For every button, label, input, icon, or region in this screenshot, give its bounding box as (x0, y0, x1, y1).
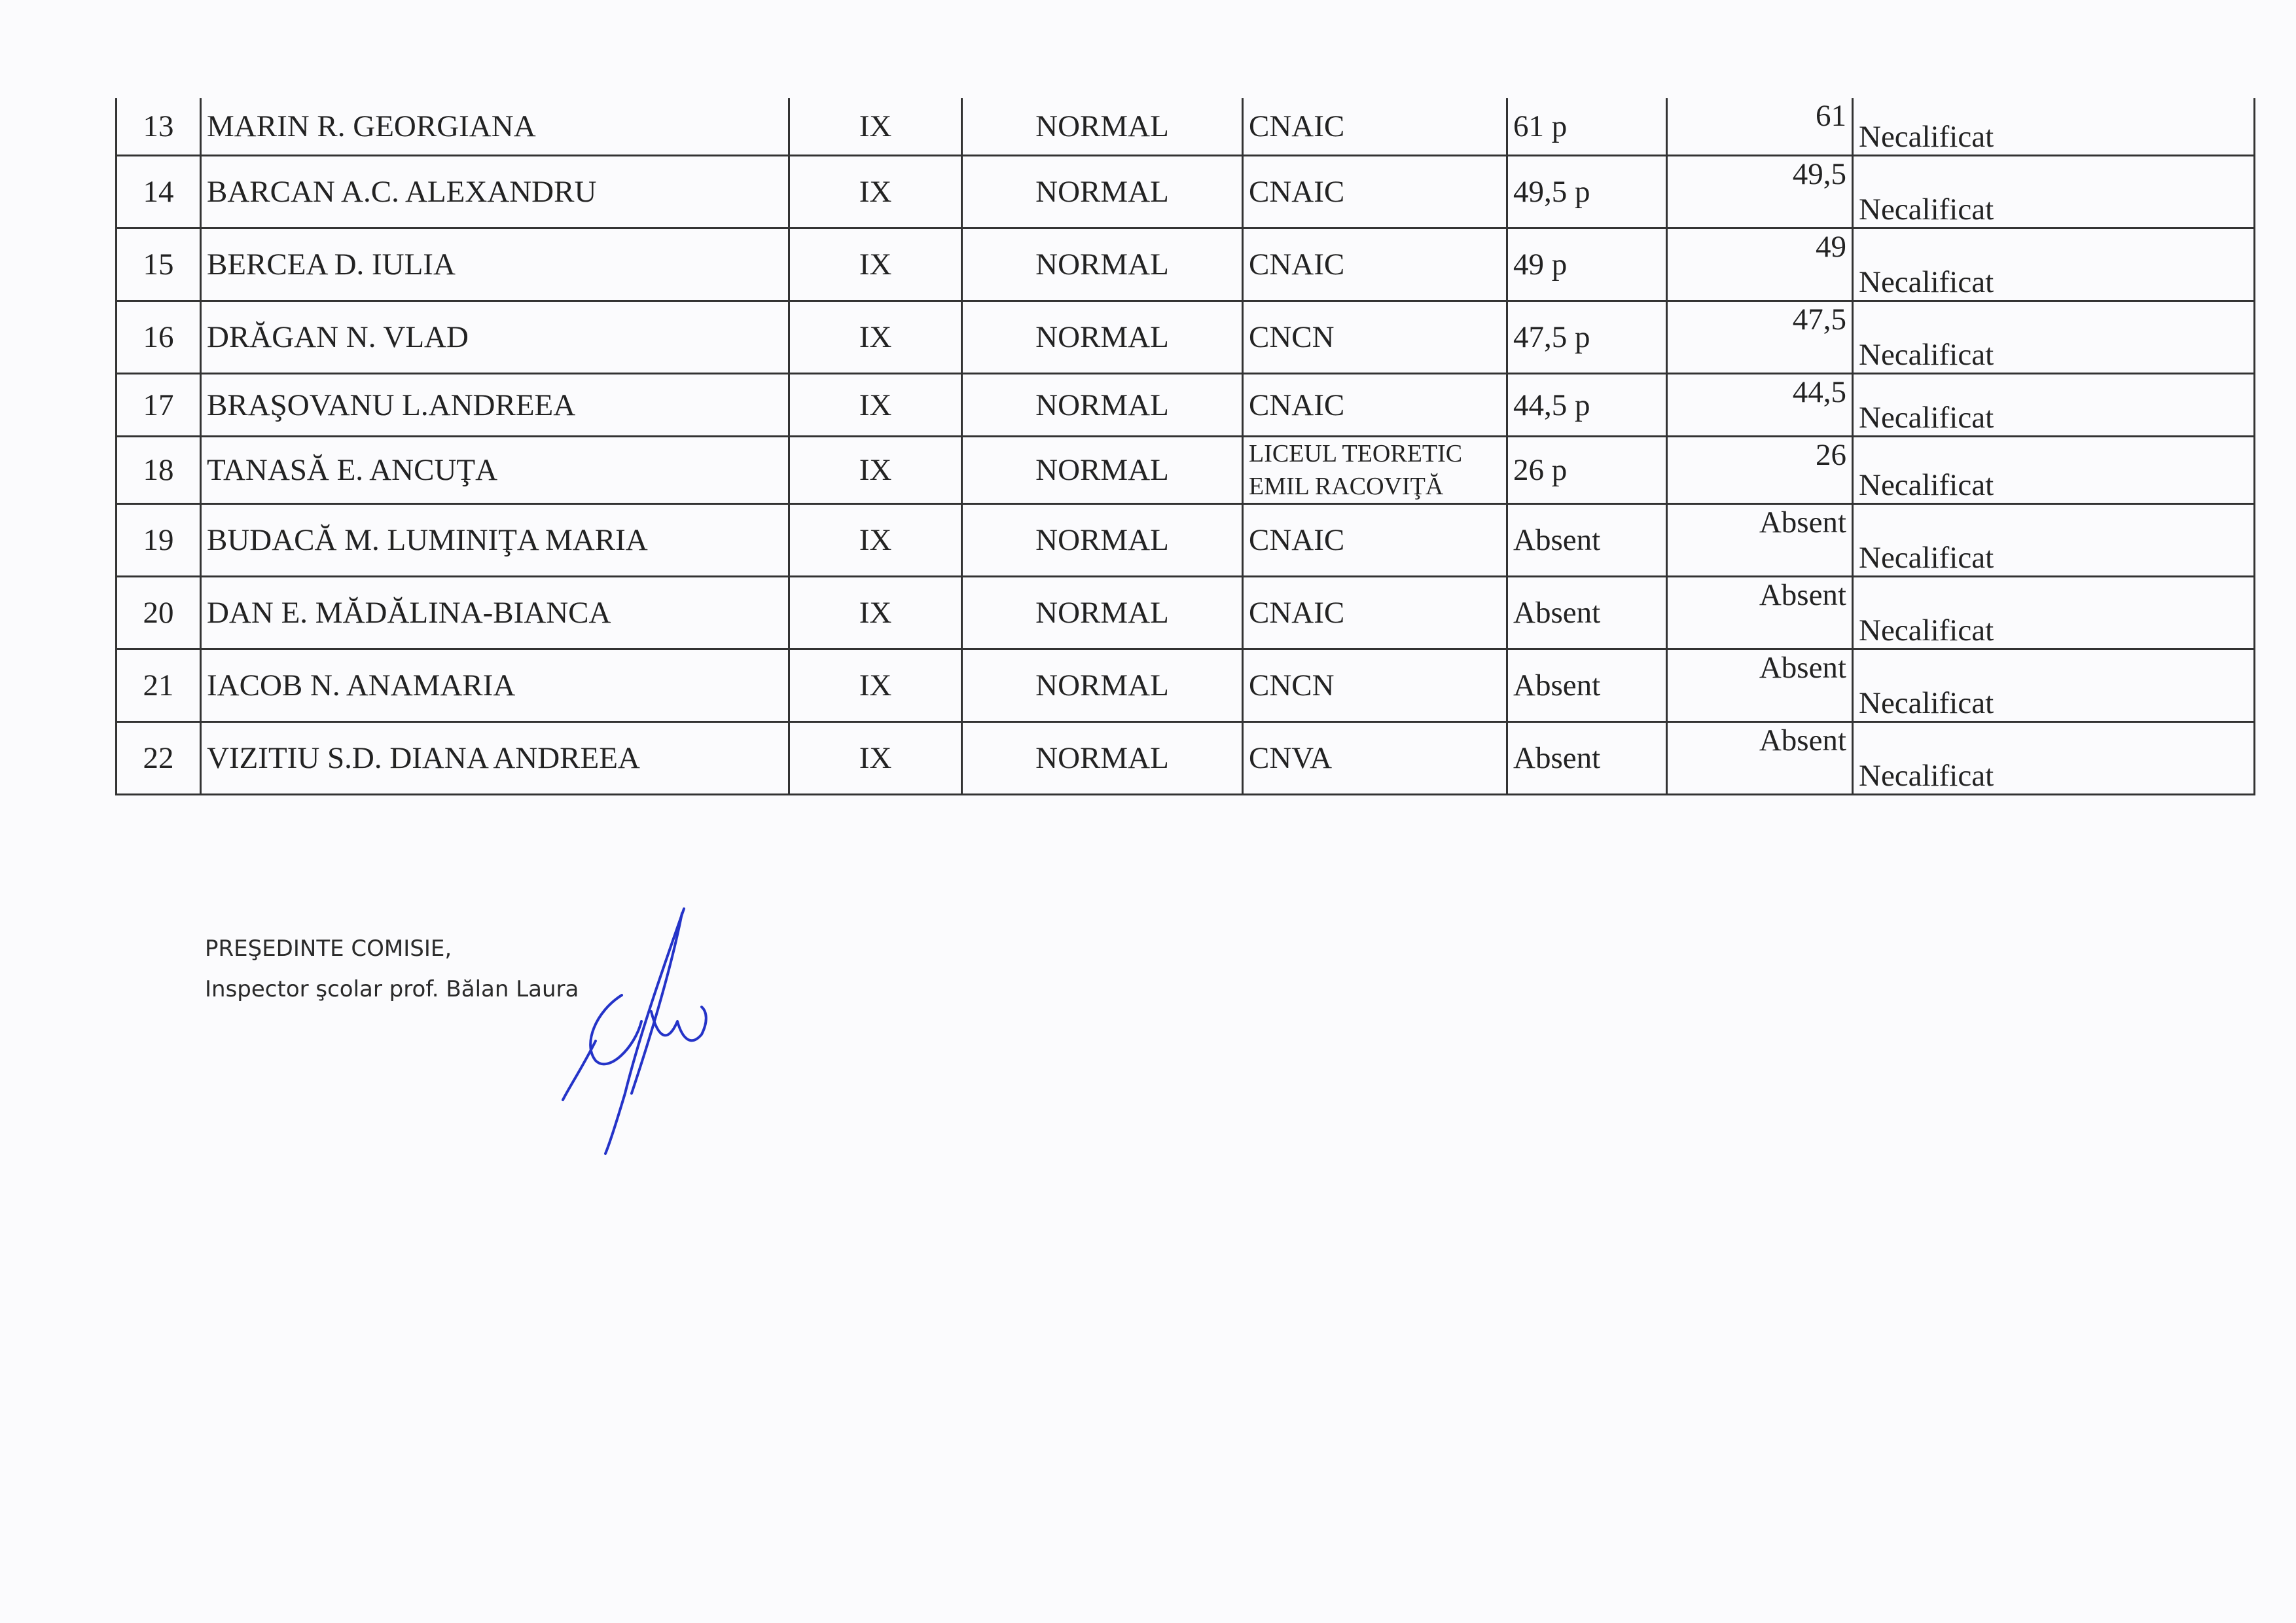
score-cell: Absent (1667, 722, 1853, 795)
class-cell: IX (789, 437, 962, 504)
status-cell: Necalificat (1853, 504, 2255, 577)
section-type-cell: NORMAL (962, 156, 1243, 228)
section-type-cell: NORMAL (962, 228, 1243, 301)
score-cell: 49 (1667, 228, 1853, 301)
student-name-cell: DAN E. MĂDĂLINA-BIANCA (201, 577, 789, 649)
status-cell: Necalificat (1853, 374, 2255, 437)
row-number-cell: 22 (117, 722, 201, 795)
class-cell: IX (789, 156, 962, 228)
class-cell: IX (789, 722, 962, 795)
score-cell: Absent (1667, 504, 1853, 577)
score-cell: 61 (1667, 98, 1853, 156)
row-number-cell: 14 (117, 156, 201, 228)
section-type-cell: NORMAL (962, 98, 1243, 156)
student-name-cell: BRAŞOVANU L.ANDREEA (201, 374, 789, 437)
points-cell: 61 p (1507, 98, 1667, 156)
student-name-cell: BUDACĂ M. LUMINIŢA MARIA (201, 504, 789, 577)
row-number-cell: 20 (117, 577, 201, 649)
table-row (117, 649, 2255, 722)
row-number-cell: 16 (117, 301, 201, 374)
school-cell: CNAIC (1243, 156, 1507, 228)
school-cell: CNAIC (1243, 98, 1507, 156)
points-cell: 49,5 p (1507, 156, 1667, 228)
class-cell: IX (789, 301, 962, 374)
student-name-cell: TANASĂ E. ANCUŢA (201, 437, 789, 504)
section-type-cell: NORMAL (962, 722, 1243, 795)
student-name-cell: MARIN R. GEORGIANA (201, 98, 789, 156)
school-cell: CNAIC (1243, 504, 1507, 577)
row-number-cell: 21 (117, 649, 201, 722)
student-name-cell: BARCAN A.C. ALEXANDRU (201, 156, 789, 228)
results-table-body (117, 98, 2255, 795)
class-cell: IX (789, 374, 962, 437)
points-cell: Absent (1507, 649, 1667, 722)
status-cell: Necalificat (1853, 722, 2255, 795)
section-type-cell: NORMAL (962, 437, 1243, 504)
score-cell: 26 (1667, 437, 1853, 504)
section-type-cell: NORMAL (962, 301, 1243, 374)
school-cell: CNAIC (1243, 577, 1507, 649)
handwritten-signature (511, 897, 733, 1159)
points-cell: 44,5 p (1507, 374, 1667, 437)
points-cell: Absent (1507, 722, 1667, 795)
table-row (117, 156, 2255, 228)
score-cell: Absent (1667, 577, 1853, 649)
committee-role: PREŞEDINTE COMISIE, (205, 936, 452, 962)
status-cell: Necalificat (1853, 301, 2255, 374)
student-name-cell: IACOB N. ANAMARIA (201, 649, 789, 722)
points-cell: Absent (1507, 504, 1667, 577)
section-type-cell: NORMAL (962, 649, 1243, 722)
class-cell: IX (789, 98, 962, 156)
school-cell: CNAIC (1243, 374, 1507, 437)
score-cell: 47,5 (1667, 301, 1853, 374)
row-number-cell: 15 (117, 228, 201, 301)
row-number-cell: 19 (117, 504, 201, 577)
school-cell: CNCN (1243, 649, 1507, 722)
table-row (117, 374, 2255, 437)
class-cell: IX (789, 649, 962, 722)
school-cell: CNCN (1243, 301, 1507, 374)
table-row (117, 577, 2255, 649)
row-number-cell: 18 (117, 437, 201, 504)
school-cell: CNAIC (1243, 228, 1507, 301)
status-cell: Necalificat (1853, 577, 2255, 649)
section-type-cell: NORMAL (962, 504, 1243, 577)
class-cell: IX (789, 228, 962, 301)
status-cell: Necalificat (1853, 156, 2255, 228)
results-table (115, 98, 2255, 795)
points-cell: 49 p (1507, 228, 1667, 301)
points-cell: 47,5 p (1507, 301, 1667, 374)
table-row (117, 722, 2255, 795)
class-cell: IX (789, 577, 962, 649)
table-row (117, 504, 2255, 577)
status-cell: Necalificat (1853, 649, 2255, 722)
table-row (117, 98, 2255, 156)
row-number-cell: 13 (117, 98, 201, 156)
score-cell: 44,5 (1667, 374, 1853, 437)
student-name-cell: BERCEA D. IULIA (201, 228, 789, 301)
school-cell: LICEUL TEORETIC EMIL RACOVIŢĂ (1243, 437, 1507, 504)
school-cell: CNVA (1243, 722, 1507, 795)
class-cell: IX (789, 504, 962, 577)
score-cell: 49,5 (1667, 156, 1853, 228)
points-cell: 26 p (1507, 437, 1667, 504)
student-name-cell: DRĂGAN N. VLAD (201, 301, 789, 374)
status-cell: Necalificat (1853, 228, 2255, 301)
table-row (117, 228, 2255, 301)
section-type-cell: NORMAL (962, 374, 1243, 437)
score-cell: Absent (1667, 649, 1853, 722)
points-cell: Absent (1507, 577, 1667, 649)
status-cell: Necalificat (1853, 437, 2255, 504)
student-name-cell: VIZITIU S.D. DIANA ANDREEA (201, 722, 789, 795)
row-number-cell: 17 (117, 374, 201, 437)
table-row (117, 301, 2255, 374)
status-cell: Necalificat (1853, 98, 2255, 156)
signatory-name: Inspector şcolar prof. Bălan Laura (205, 976, 579, 1002)
section-type-cell: NORMAL (962, 577, 1243, 649)
table-row (117, 437, 2255, 504)
